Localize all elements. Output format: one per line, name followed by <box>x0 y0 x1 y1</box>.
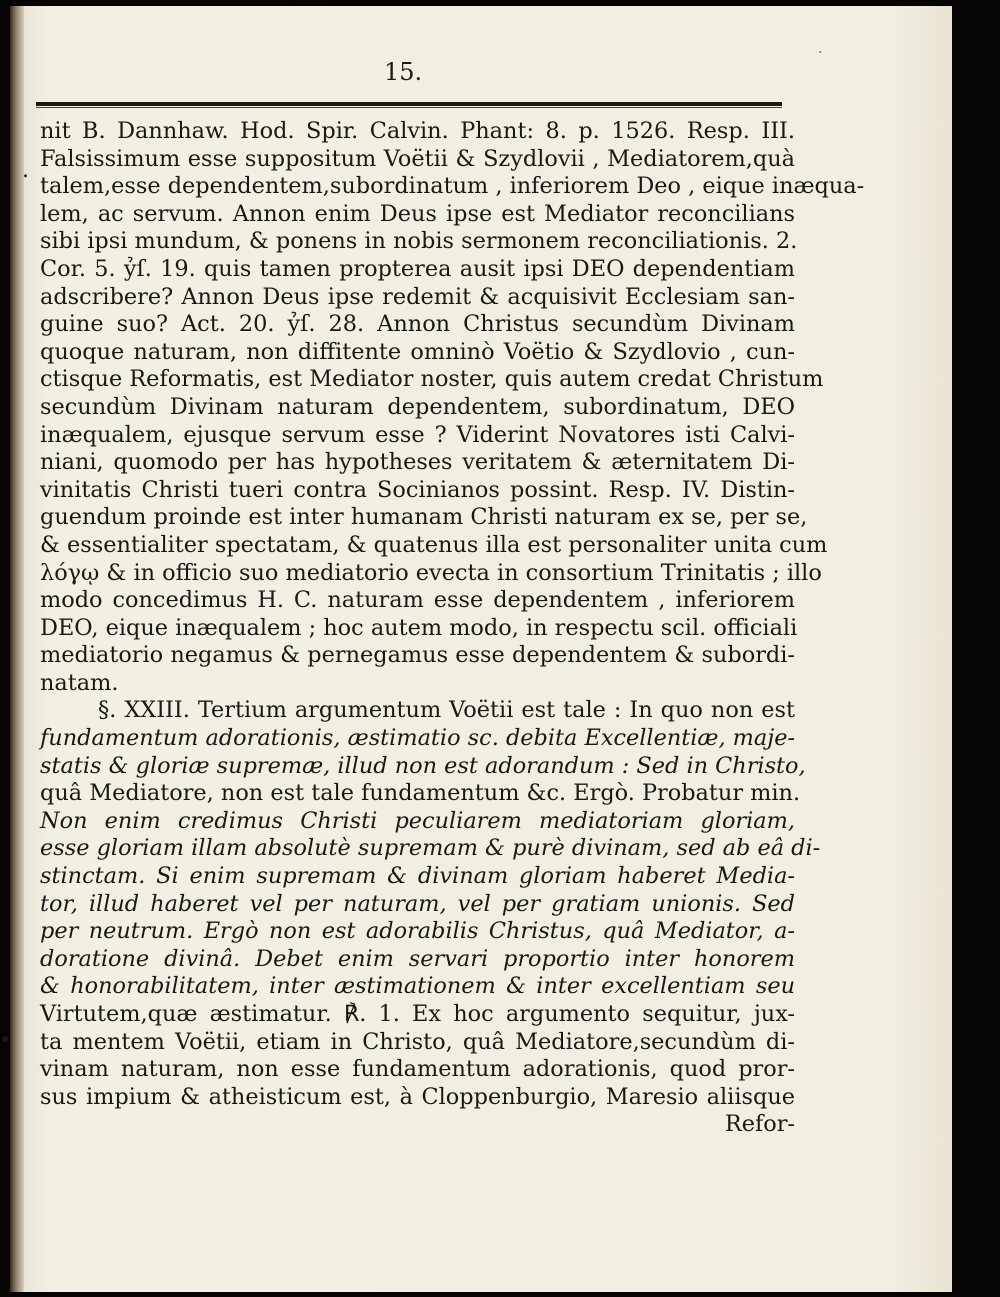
text-line: ctisque Reformatis, est Mediator noster, quis autem credat Christum <box>40 366 824 393</box>
text-line: guine suo? Act. 20. ỷſ. 28. Annon Christus secundùm Divinam <box>40 311 795 338</box>
text-line: inæqualem, ejusque servum esse ? Viderint Novatores isti Calvi- <box>40 421 795 448</box>
text-line: stinctam. Si enim supremam & divinam gloriam haberet Media- <box>40 863 795 890</box>
text-line: nit B. Dannhaw. Hod. Spir. Calvin. Phant: 8. p. 1526. Resp. III. <box>40 118 795 144</box>
text-line: Falsissimum esse suppositum Voëtii & Szydlovii , Mediatorem,quà <box>40 145 795 172</box>
margin-mark: . <box>22 158 29 183</box>
binding-dot <box>2 1036 8 1042</box>
text-line: natam. <box>40 669 119 696</box>
text-line: niani, quomodo per has hypotheses veritatem & æternitatem Di- <box>40 449 795 476</box>
body-text <box>40 118 865 1139</box>
text-line: Virtutem,quæ æstimatur. ℟. 1. Ex hoc argumento sequitur, jux- <box>40 1001 795 1027</box>
page-number: 15. <box>384 58 423 86</box>
text-line: doratione divinâ. Debet enim servari proportio inter honorem <box>40 945 795 972</box>
text-line: lem, ac servum. Annon enim Deus ipse est Mediator reconcilians <box>40 200 795 227</box>
section-heading-line: §. XXIII. Tertium argumentum Voëtii est tale : In quo non est <box>98 697 795 724</box>
text-line: sus impium & atheisticum est, à Cloppenburgio, Maresio aliisque <box>40 1083 795 1110</box>
text-line: statis & gloriæ supremæ, illud non est adorandum : Sed in Christo, <box>40 752 806 779</box>
text-line: Non enim credimus Christi peculiarem mediatoriam gloriam, <box>40 807 795 834</box>
text-line: quâ Mediatore, non est tale fundamentum &c. Ergò. Probatur min. <box>40 780 801 807</box>
text-line: secundùm Divinam naturam dependentem, subordinatum, DEO <box>40 393 795 420</box>
text-line: sibi ipsi mundum, & ponens in nobis sermonem reconciliationis. 2. <box>40 228 798 255</box>
text-line: DEO, eique inæqualem ; hoc autem modo, in respectu scil. officiali <box>40 614 798 641</box>
catchword: Refor- <box>724 1111 795 1138</box>
text-line: tor, illud haberet vel per naturam, vel per gratiam unionis. Sed <box>40 890 795 917</box>
text-line: adscribere? Annon Deus ipse redemit & acquisivit Ecclesiam san- <box>40 283 795 310</box>
text-line: ta mentem Voëtii, etiam in Christo, quâ Mediatore,secundùm di- <box>40 1028 795 1055</box>
text-line: fundamentum adorationis, æstimatio sc. debita Excellentiæ, maje- <box>40 725 796 752</box>
text-line: quoque naturam, non diffitente omninò Voëtio & Szydlovio , cun- <box>40 338 795 365</box>
text-line: per neutrum. Ergò non est adorabilis Christus, quâ Mediator, a- <box>40 918 795 945</box>
book-spine <box>10 6 24 1292</box>
text-line: talem,esse dependentem,subordinatum , inferiorem Deo , eique inæqua- <box>40 173 865 200</box>
text-line: modo concedimus H. C. naturam esse dependentem , inferiorem <box>40 587 795 614</box>
header-rule <box>36 102 782 106</box>
text-line: esse gloriam illam absolutè supremam & purè divinam, sed ab eâ di- <box>40 835 821 862</box>
header-rule-thin <box>36 107 782 108</box>
text-line: mediatorio negamus & pernegamus esse dependentem & subordi- <box>40 642 795 669</box>
text-line: & honorabilitatem, inter æstimationem & inter excellentiam seu <box>40 973 795 1000</box>
text-line: Cor. 5. ỷſ. 19. quis tamen propterea ausit ipsi DEO dependentiam <box>40 255 795 282</box>
text-line: & essentialiter spectatam, & quatenus illa est personaliter unita cum <box>40 531 828 558</box>
text-line: λόγῳ & in officio suo mediatorio evecta in consortium Trinitatis ; illo <box>40 559 822 586</box>
margin-speck: · <box>818 45 823 61</box>
text-line: guendum proinde est inter humanam Christi naturam ex se, per se, <box>40 504 808 531</box>
text-line: vinam naturam, non esse fundamentum adorationis, quod pror- <box>40 1056 795 1083</box>
text-line: vinitatis Christi tueri contra Socinianos possint. Resp. IV. Distin- <box>40 476 795 503</box>
